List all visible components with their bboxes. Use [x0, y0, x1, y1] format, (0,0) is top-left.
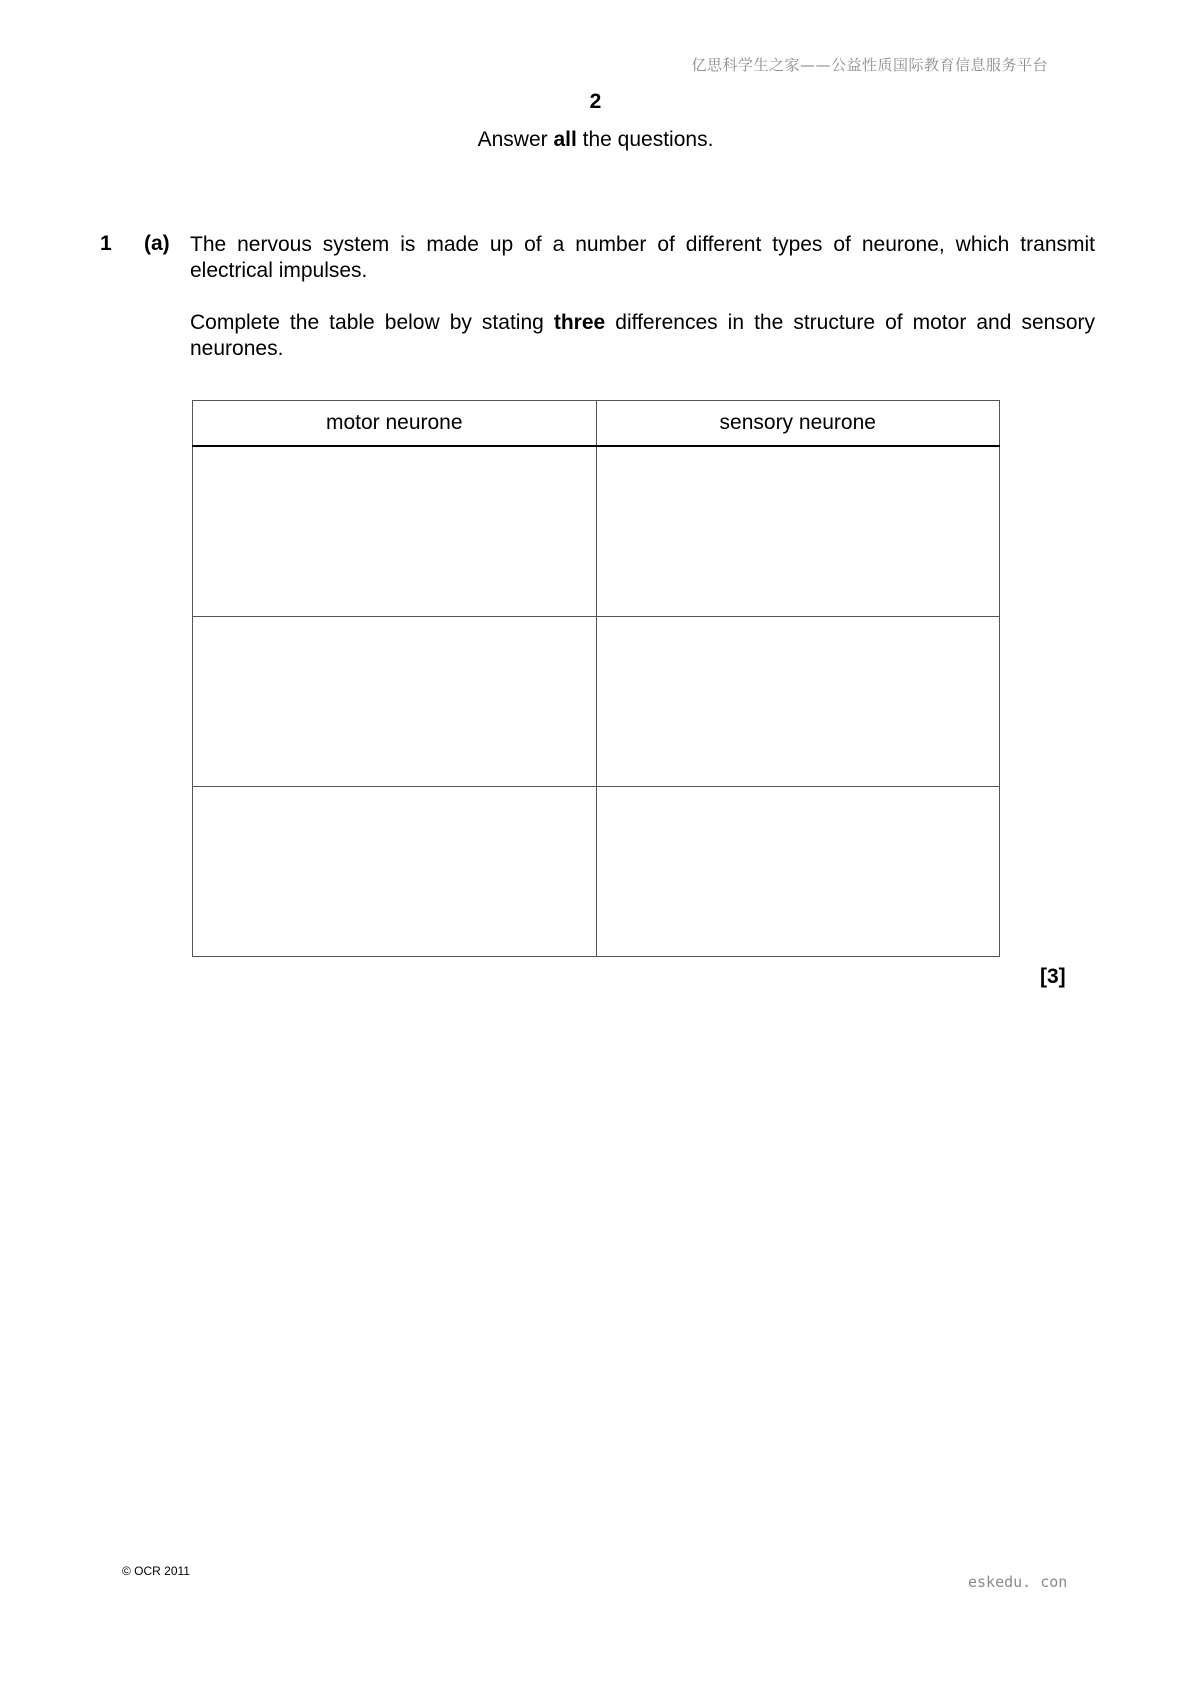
question-instruction [190, 310, 1095, 362]
answer-cell-motor-2[interactable] [193, 617, 597, 787]
table-row [193, 787, 1000, 957]
table-row [193, 446, 1000, 617]
instruction-after: the questions. [576, 128, 714, 151]
answer-cell-sensory-1[interactable] [596, 446, 1000, 617]
instruction-before: Answer [477, 128, 554, 151]
instruction [0, 128, 1191, 152]
page-number: 2 [589, 90, 602, 113]
question-number: 1 [100, 232, 112, 255]
header-sensory-neurone: sensory neurone [596, 401, 1000, 447]
marks-label: [3] [1040, 965, 1066, 988]
question-text: The nervous system is made up of a number of different types of neurone, which transmit electrical impulses. [190, 233, 1095, 282]
watermark-top: 亿思科学生之家——公益性质国际教育信息服务平台 [691, 56, 1048, 74]
instruction-bold: all [553, 128, 577, 151]
question-instruction-after: differences in the structure of motor and sensory neurones. [190, 311, 1095, 360]
watermark-bottom: eskedu. con [968, 1573, 1068, 1591]
answer-cell-motor-3[interactable] [193, 787, 597, 957]
question-instruction-before: Complete the table below by stating [190, 311, 554, 334]
copyright: © OCR 2011 [122, 1564, 190, 1578]
answer-table [192, 400, 1000, 957]
table-header-row [193, 401, 1000, 447]
question-part: (a) [144, 232, 170, 255]
table-row [193, 617, 1000, 787]
question-instruction-bold: three [553, 311, 606, 334]
header-motor-neurone: motor neurone [193, 401, 597, 447]
answer-cell-sensory-3[interactable] [596, 787, 1000, 957]
answer-cell-motor-1[interactable] [193, 446, 597, 617]
answer-cell-sensory-2[interactable] [596, 617, 1000, 787]
